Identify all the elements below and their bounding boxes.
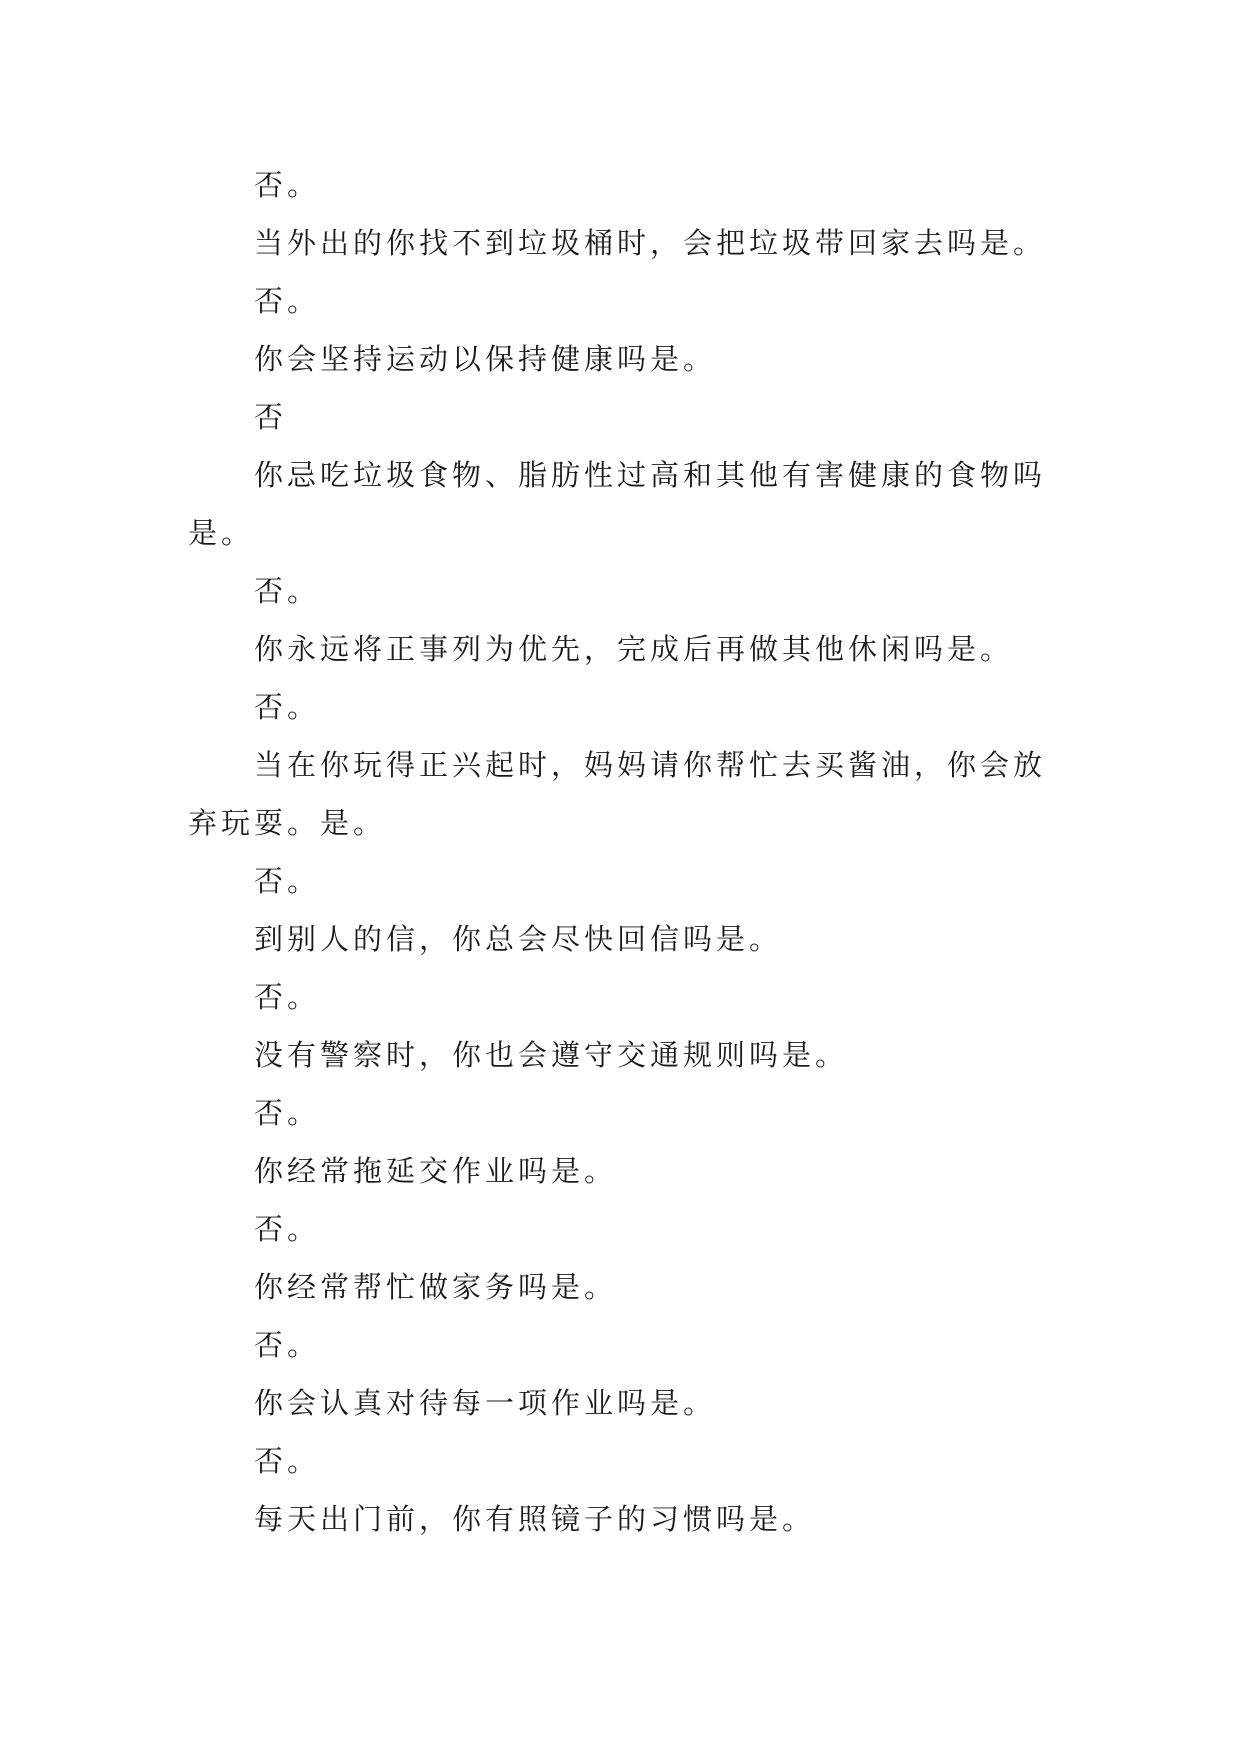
paragraph: 当外出的你找不到垃圾桶时，会把垃圾带回家去吗是。 (254, 226, 1047, 260)
paragraph: 否。 (254, 574, 321, 608)
paragraph: 到别人的信，你总会尽快回信吗是。 (254, 922, 783, 956)
paragraph: 否。 (254, 284, 321, 318)
document-body (188, 156, 1048, 1548)
paragraph: 你会坚持运动以保持健康吗是。 (254, 342, 717, 376)
paragraph: 没有警察时，你也会遵守交通规则吗是。 (254, 1038, 849, 1072)
paragraph: 否。 (254, 690, 321, 724)
paragraph: 否。 (254, 980, 321, 1014)
paragraph: 否 (254, 400, 288, 434)
paragraph: 否。 (254, 1444, 321, 1478)
paragraph: 你经常拖延交作业吗是。 (254, 1154, 618, 1188)
paragraph: 你会认真对待每一项作业吗是。 (254, 1386, 717, 1420)
paragraph: 每天出门前，你有照镜子的习惯吗是。 (254, 1502, 816, 1536)
paragraph: 你经常帮忙做家务吗是。 (254, 1270, 618, 1304)
paragraph: 否。 (254, 864, 321, 898)
paragraph: 你忌吃垃圾食物、脂肪性过高和其他有害健康的食物吗是。 (188, 458, 1047, 550)
paragraph: 否。 (254, 1096, 321, 1130)
paragraph: 否。 (254, 168, 321, 202)
paragraph: 否。 (254, 1212, 321, 1246)
paragraph: 你永远将正事列为优先，完成后再做其他休闲吗是。 (254, 632, 1014, 666)
paragraph: 当在你玩得正兴起时，妈妈请你帮忙去买酱油，你会放弃玩耍。是。 (188, 748, 1047, 840)
paragraph: 否。 (254, 1328, 321, 1362)
